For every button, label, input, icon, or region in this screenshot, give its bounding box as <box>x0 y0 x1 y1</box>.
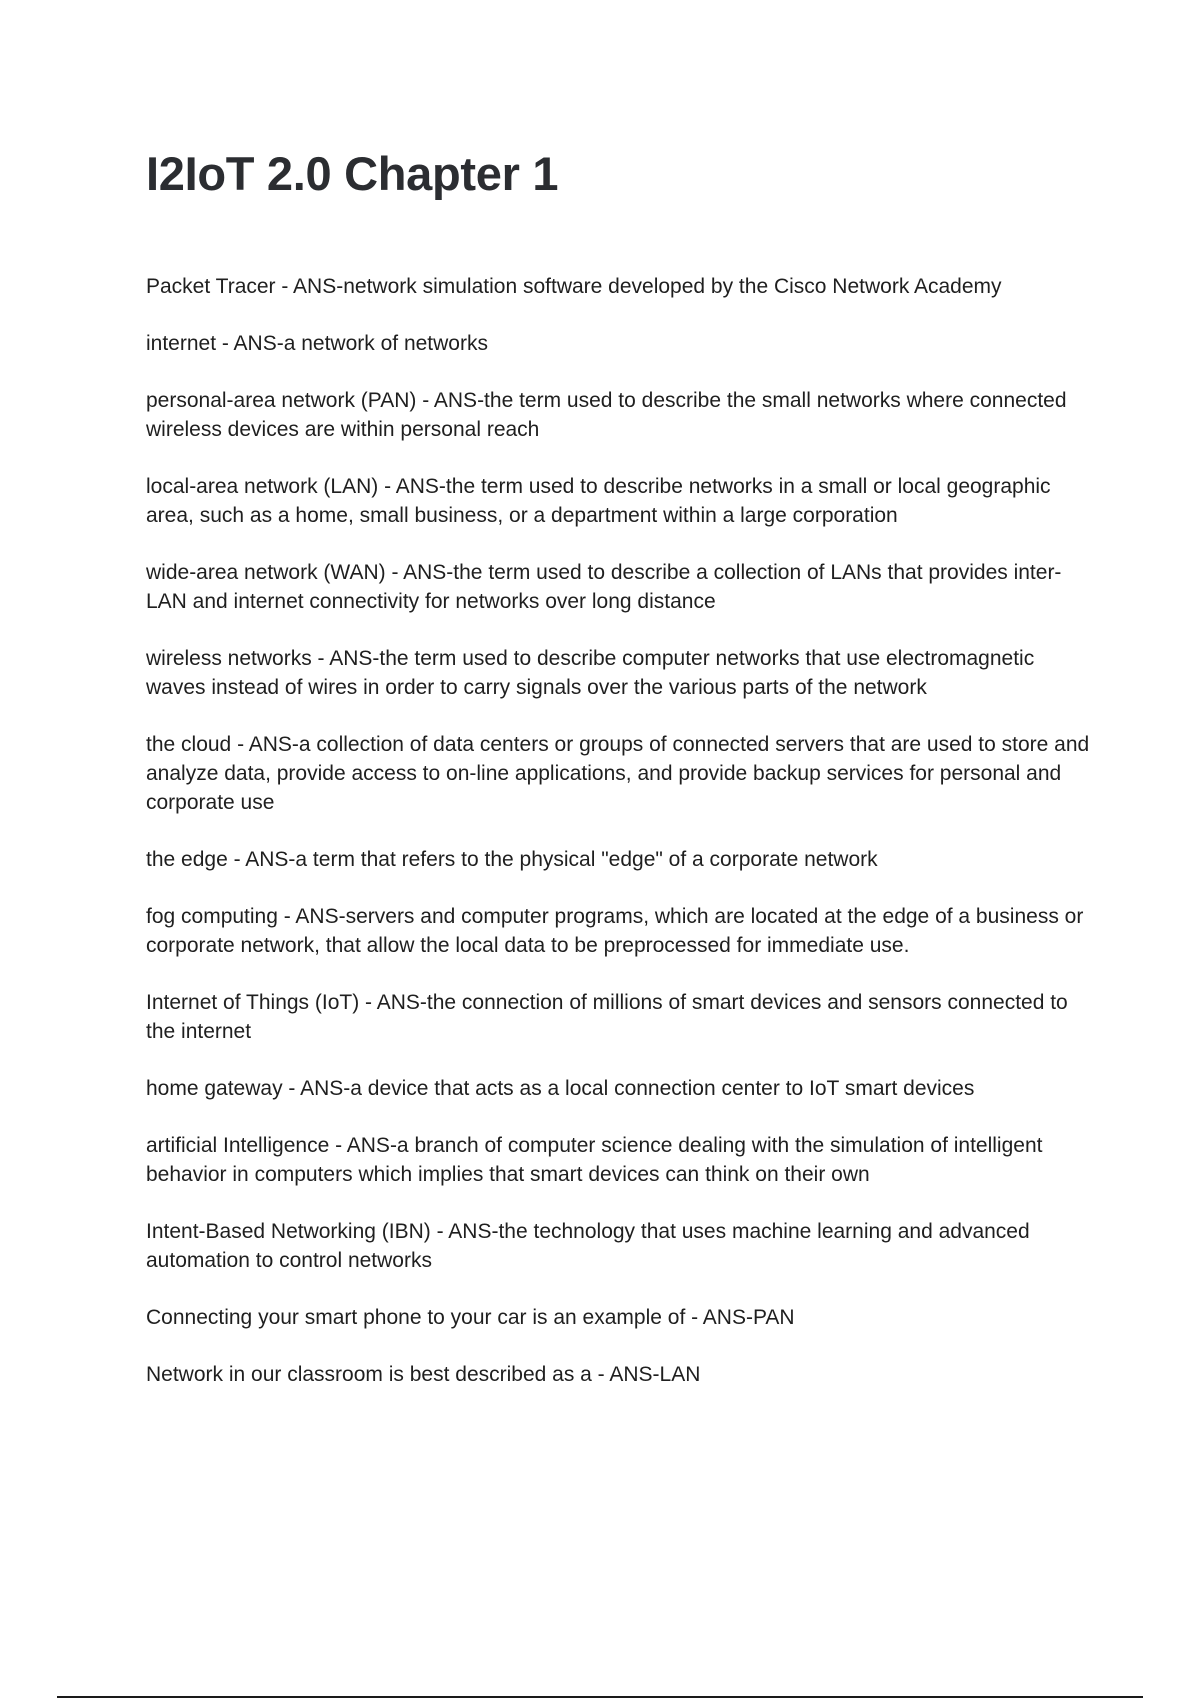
list-item: wide-area network (WAN) - ANS-the term used to describe a collection of LANs that provides inter-LAN and internet connectivity for networks over long distance <box>146 561 1062 613</box>
list-item: Intent-Based Networking (IBN) - ANS-the technology that uses machine learning and advanced automation to control networks <box>146 1220 1030 1272</box>
list-item: fog computing - ANS-servers and computer programs, which are located at the edge of a business or corporate network, that allow the local data to be preprocessed for immediate use. <box>146 905 1084 957</box>
list-item: artificial Intelligence - ANS-a branch of computer science dealing with the simulation of intelligent behavior in computers which implies that smart devices can think on their own <box>146 1134 1043 1186</box>
list-item: the cloud - ANS-a collection of data centers or groups of connected servers that are used to store and analyze data, provide access to on-line applications, and provide backup services for personal and corporate use <box>146 733 1090 814</box>
page-title: I2IoT 2.0 Chapter 1 <box>146 147 559 200</box>
list-item: local-area network (LAN) - ANS-the term used to describe networks in a small or local geographic area, such as a home, small business, or a department within a large corporation <box>146 475 1051 527</box>
list-item: internet - ANS-a network of networks <box>146 332 488 355</box>
list-item: the edge - ANS-a term that refers to the physical "edge" of a corporate network <box>146 848 878 871</box>
list-item: Internet of Things (IoT) - ANS-the connection of millions of smart devices and sensors connected to the internet <box>146 991 1068 1043</box>
list-item: home gateway - ANS-a device that acts as a local connection center to IoT smart devices <box>146 1077 975 1100</box>
list-item: Network in our classroom is best described as a - ANS-LAN <box>146 1363 701 1386</box>
footer-divider <box>57 1696 1143 1698</box>
flashcard-list <box>146 272 1096 1417</box>
list-item: personal-area network (PAN) - ANS-the term used to describe the small networks where connected wireless devices are within personal reach <box>146 389 1067 441</box>
list-item: Connecting your smart phone to your car is an example of - ANS-PAN <box>146 1306 795 1329</box>
list-item: wireless networks - ANS-the term used to describe computer networks that use electromagnetic waves instead of wires in order to carry signals over the various parts of the network <box>146 647 1035 699</box>
list-item: Packet Tracer - ANS-network simulation software developed by the Cisco Network Academy <box>146 275 1002 298</box>
